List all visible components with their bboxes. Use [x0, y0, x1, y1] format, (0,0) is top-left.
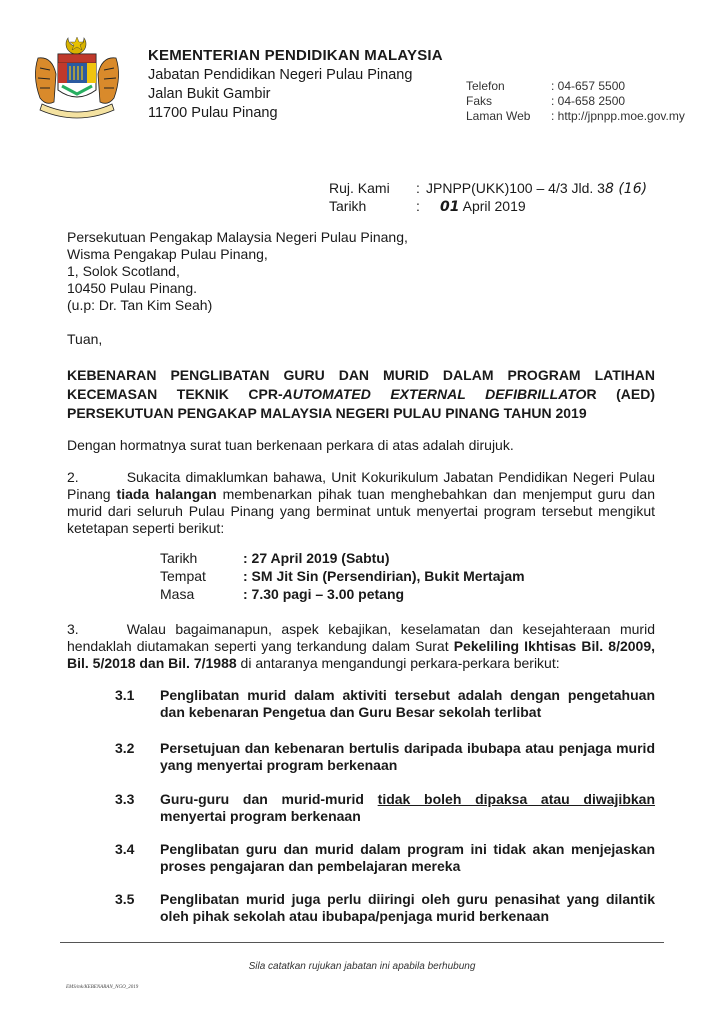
item-text: Penglibatan murid juga perlu diiringi oleh guru penasihat yang dilantik oleh pihak sekolah atau ibubapa/penjaga murid berkenaan: [160, 891, 655, 924]
reference-number-printed: JPNPP(UKK)100 – 4/3 Jld. 3: [426, 180, 605, 196]
reference-number-handwritten: 8 (16): [604, 181, 648, 197]
item-text-part: Guru-guru dan murid-murid: [160, 791, 378, 807]
paragraph-3: [67, 621, 655, 672]
item-text-underlined: tidak boleh dipaksa atau diwajibkan: [377, 791, 656, 807]
paragraph-3-bold: Pekeliling Ikhtisas Bil. 8/2009, Bil. 5/2018 dan Bil. 7/1988: [67, 638, 656, 671]
paragraph-2-text: Sukacita dimaklumkan bahawa, Unit Kokurikulum Jabatan Pendidikan Negeri Pulau Pinang: [67, 469, 655, 502]
letter-date: [440, 198, 526, 215]
item-text: Penglibatan guru dan murid dalam program ini tidak akan menjejaskan proses pengajaran dan pembelajaran mereka: [160, 841, 655, 874]
item-text: Penglibatan murid dalam aktiviti tersebut adalah dengan pengetahuan dan kebenaran Pengetua dan Guru Besar sekolah terlibat: [160, 687, 655, 720]
item-text-part: menyertai program berkenaan: [160, 808, 361, 824]
date-colon: :: [416, 198, 420, 214]
file-code: EMS/mk/KEBENARAN_NGO_2019: [66, 985, 139, 990]
reference-label: Ruj. Kami: [329, 180, 390, 196]
paragraph-3-text: Walau bagaimanapun, aspek kebajikan, keselamatan dan kesejahteraan murid hendaklah diutamakan seperti yang terkandung dalam Surat: [67, 621, 655, 654]
address-postcode-city: 11700 Pulau Pinang: [148, 105, 278, 121]
malaysia-coat-of-arms-icon: [28, 34, 126, 120]
letter-date-month-year: April 2019: [462, 198, 526, 214]
subject-line-1: KEBENARAN PENGLIBATAN GURU DAN MURID DALAM PROGRAM LATIHAN: [67, 367, 655, 383]
paragraph-1: Dengan hormatnya surat tuan berkenaan perkara di atas adalah dirujuk.: [67, 437, 514, 453]
detail-value-time: : 7.30 pagi – 3.00 petang: [243, 586, 405, 602]
address-street: Jalan Bukit Gambir: [148, 86, 271, 102]
letter-date-day-handwritten: 01: [440, 199, 460, 215]
paragraph-2-number: 2.: [67, 469, 79, 485]
item-number: 3.5: [115, 891, 135, 907]
department-name: Jabatan Pendidikan Negeri Pulau Pinang: [148, 67, 413, 83]
salutation: Tuan,: [67, 331, 103, 347]
reference-number: [426, 180, 647, 197]
contact-value-fax: : 04-658 2500: [551, 94, 626, 108]
detail-value-venue: : SM Jit Sin (Persendirian), Bukit Mertajam: [243, 568, 525, 584]
recipient-line: 10450 Pulau Pinang.: [67, 280, 197, 296]
item-text: [160, 791, 655, 825]
recipient-line: 1, Solok Scotland,: [67, 263, 180, 279]
footer-note: Sila catatkan rujukan jabatan ini apabila berhubung: [248, 961, 476, 972]
paragraph-2-text-end: membenarkan pihak tuan menghebahkan dan menjemput guru dan murid dari seluruh Pulau Pinang yang berminat untuk menyertai program tersebut mengikut ketetapan seperti berikut:: [67, 486, 655, 536]
reference-colon: :: [416, 180, 420, 196]
detail-label-date: Tarikh: [160, 550, 198, 566]
ministry-name: KEMENTERIAN PENDIDIKAN MALAYSIA: [148, 47, 443, 64]
item-text: Persetujuan dan kebenaran bertulis daripada ibubapa atau penjaga murid yang menyertai program berkenaan: [160, 740, 655, 773]
recipient-line: Persekutuan Pengakap Malaysia Negeri Pulau Pinang,: [67, 229, 408, 245]
paragraph-2: [67, 469, 655, 537]
subject-line-2-end: R (AED): [586, 386, 655, 402]
letter-subject: [67, 366, 655, 423]
recipient-line: (u.p: Dr. Tan Kim Seah): [67, 297, 213, 313]
item-number: 3.1: [115, 687, 135, 703]
contact-label-website: Laman Web: [466, 109, 531, 123]
paragraph-3-text-end: di antaranya mengandungi perkara-perkara berikut:: [236, 655, 560, 671]
date-label: Tarikh: [329, 198, 367, 214]
subject-line-3: PERSEKUTUAN PENGAKAP MALAYSIA NEGERI PULAU PINANG TAHUN 2019: [67, 405, 587, 421]
footer-divider: [60, 942, 664, 943]
paragraph-3-number: 3.: [67, 621, 79, 637]
item-number: 3.3: [115, 791, 135, 807]
subject-line-2: [67, 385, 655, 404]
item-number: 3.2: [115, 740, 135, 756]
contact-label-fax: Faks: [466, 94, 493, 108]
subject-line-2-part: KECEMASAN TEKNIK CPR-: [67, 386, 283, 402]
subject-line-2-italic: AUTOMATED EXTERNAL DEFIBRILLATO: [282, 386, 587, 402]
detail-label-time: Masa: [160, 586, 195, 602]
contact-value-phone: : 04-657 5500: [551, 79, 626, 93]
contact-label-phone: Telefon: [466, 79, 505, 93]
recipient-line: Wisma Pengakap Pulau Pinang,: [67, 246, 268, 262]
item-number: 3.4: [115, 841, 135, 857]
contact-value-website: : http://jpnpp.moe.gov.my: [551, 109, 685, 123]
detail-label-venue: Tempat: [160, 568, 206, 584]
paragraph-2-bold: tiada halangan: [116, 486, 217, 502]
detail-value-date: : 27 April 2019 (Sabtu): [243, 550, 390, 566]
